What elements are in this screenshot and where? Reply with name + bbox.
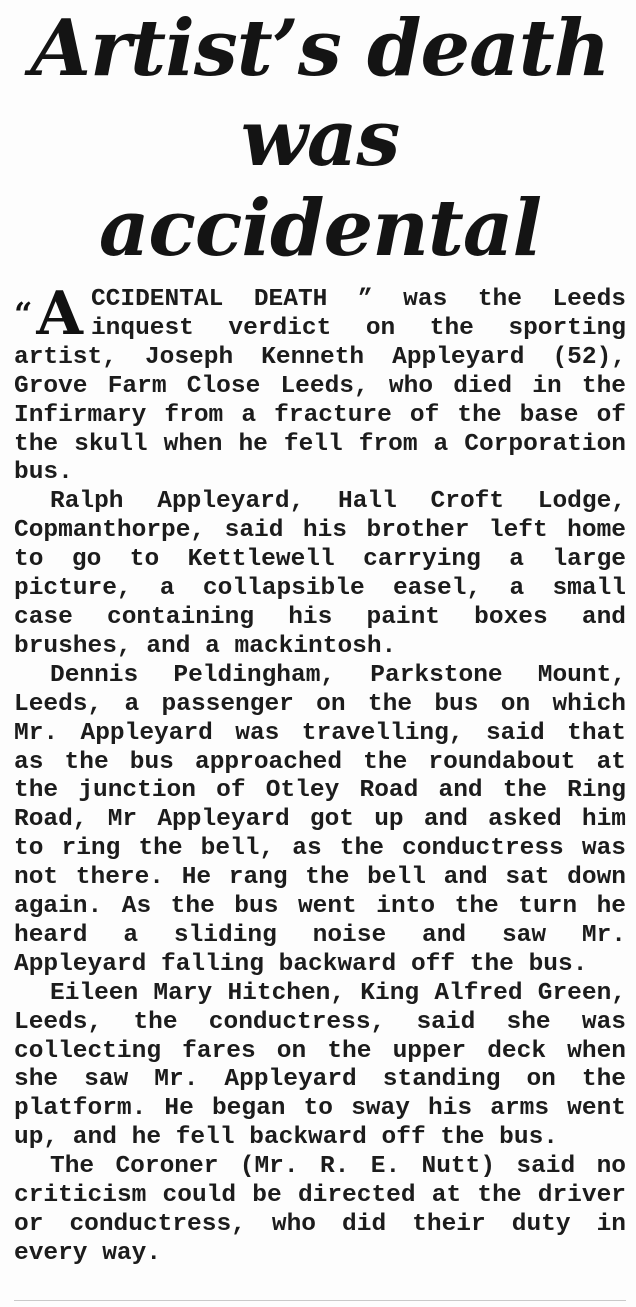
- paragraph-verdict: [14, 279, 626, 488]
- headline-line-2: was accidental: [98, 93, 542, 274]
- headline: [14, 0, 626, 274]
- drop-cap-quote: “: [14, 295, 33, 333]
- drop-cap-letter: A: [36, 279, 83, 349]
- drop-cap: [14, 279, 83, 349]
- bottom-rule: [14, 1300, 626, 1301]
- article-body: [14, 279, 626, 1269]
- paragraph-1-text: CCIDENTAL DEATH ” was the Leeds inquest verdict on the sporting artist, Joseph Kenneth Appleyard (52), Grove Farm Close Leeds, who died in the Infirmary from a fracture of the base of the skull when he fell from a Corporation bus.: [14, 286, 626, 487]
- paragraph-conductress-testimony: Eileen Mary Hitchen, King Alfred Green, Leeds, the conductress, said she was collecting fares on the upper deck when she saw Mr. Appleyard standing on the platform. He began to sway his arms went up, and he fell backward off the bus.: [14, 979, 626, 1152]
- paragraph-brother-testimony: Ralph Appleyard, Hall Croft Lodge, Copmanthorpe, said his brother left home to go to Kettlewell carrying a large picture, a collapsible easel, a small case containing his paint boxes and brushes, and a mackintosh.: [14, 488, 626, 660]
- paragraph-passenger-testimony: Dennis Peldingham, Parkstone Mount, Leeds, a passenger on the bus on which Mr. Appleyard was travelling, said that as the bus approached the roundabout at the junction of Otley Road and the Ring Road, Mr Appleyard got up and asked him to ring the bell, as the conductress was not there. He rang the bell and sat down again. As the bus went into the turn he heard a sliding noise and saw Mr. Appleyard falling backward off the bus.: [14, 661, 626, 978]
- paragraph-coroner-statement: The Coroner (Mr. R. E. Nutt) said no criticism could be directed at the driver or conductress, who did their duty in every way.: [14, 1153, 626, 1267]
- headline-line-1: Artist’s death: [30, 3, 610, 94]
